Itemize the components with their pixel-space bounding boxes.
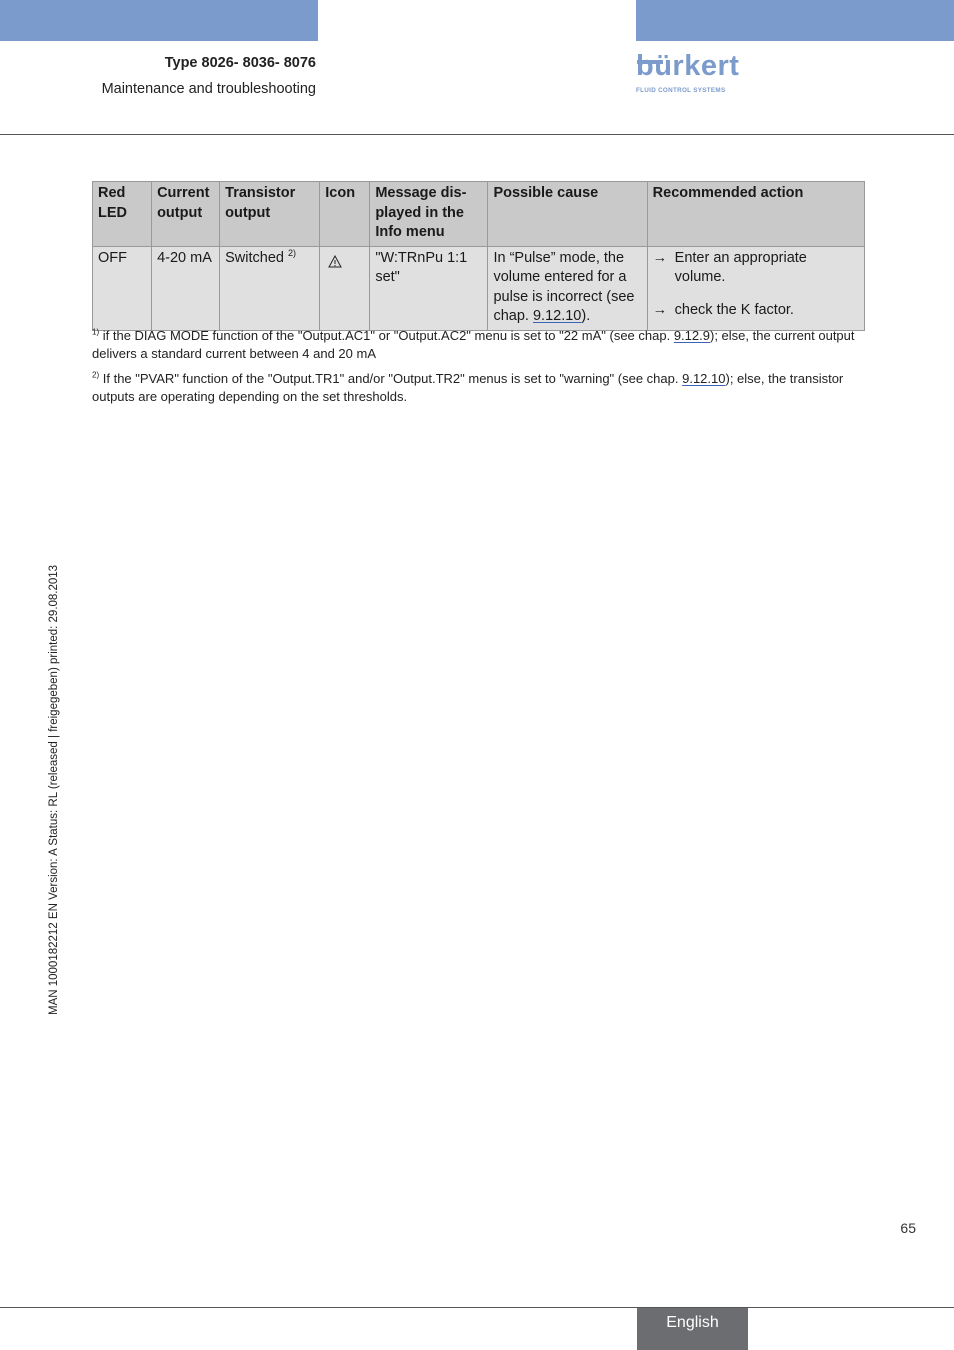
logo-tagline: FLUID CONTROL SYSTEMS [636,87,726,94]
cell-transistor-output [220,246,320,330]
cell-message: "W:TRnPu 1:1 set" [370,246,488,330]
section-title: Maintenance and troubleshooting [101,81,316,97]
arrow-right-icon: → [652,301,668,318]
table-header-row [93,182,865,247]
arrow-right-icon: → [652,249,668,266]
footer-divider [0,1307,954,1308]
header-divider [0,134,954,135]
logo-wordmark: bürkert [636,50,740,82]
header-recommended-action: Recommended action [647,182,864,247]
header-icon: Icon [320,182,370,247]
footnote-2-text: If the "PVAR" function of the "Output.TR1" and/or "Output.TR2" menus is set to "warning" (see chap. [102,371,679,386]
footnote-1-text: if the DIAG MODE function of the "Output.AC1" or "Output.AC2" menu is set to "22 mA" (see chap. [102,328,671,343]
chapter-link-9-12-10-footnote[interactable]: 9.12.10 [682,371,726,386]
top-accent-bar-right [636,0,954,41]
cell-red-led: OFF [93,246,152,330]
page-number: 65 [900,1220,916,1236]
header-possible-cause: Possible cause [488,182,647,247]
document-type: Type 8026- 8036- 8076 [164,55,316,71]
chapter-link-9-12-9[interactable]: 9.12.9 [673,328,710,343]
burkert-logo [636,50,740,98]
cause-end: ). [581,308,591,324]
troubleshooting-table [92,181,865,331]
action-item-1 [653,249,860,288]
header-red-led: Red LED [93,182,152,247]
chapter-link-9-12-10[interactable]: 9.12.10 [532,308,582,324]
footnote-1 [92,327,862,363]
header-message: Message dis-played in the Info menu [370,182,488,247]
language-tab: English [637,1308,748,1350]
cell-current-output: 4-20 mA [152,246,220,330]
action-text-1: Enter an appropriate volume. [674,249,807,285]
cell-possible-cause [488,246,647,330]
warning-triangle-icon [328,255,342,268]
footnote-2-end: ); else, the transistor outputs are operating depending on the set thresholds. [92,371,844,404]
cell-icon [320,246,370,330]
footnote-1-mark: 1) [92,327,100,337]
footnote-2-mark: 2) [92,370,100,380]
table-row [93,246,865,330]
document-metadata-vertical: MAN 1000182212 EN Version: A Status: RL (released | freigegeben) printed: 29.08.2013 [48,564,60,1015]
header-current-output: Current output [152,182,220,247]
cause-text: In “Pulse” mode, the volume entered for a pulse is incorrect (see chap. [493,249,635,324]
transistor-value: Switched [225,249,284,266]
footnote-ref-2: 2) [288,247,297,258]
footnote-1-end: ); else, the current output delivers a standard current between 4 and 20 mA [92,328,855,361]
header-transistor-output: Transistor output [220,182,320,247]
action-text-2: check the K factor. [674,301,794,318]
top-accent-bar-left [0,0,318,41]
action-item-2 [653,301,860,321]
cell-recommended-action [647,246,864,330]
footnote-2 [92,370,862,406]
